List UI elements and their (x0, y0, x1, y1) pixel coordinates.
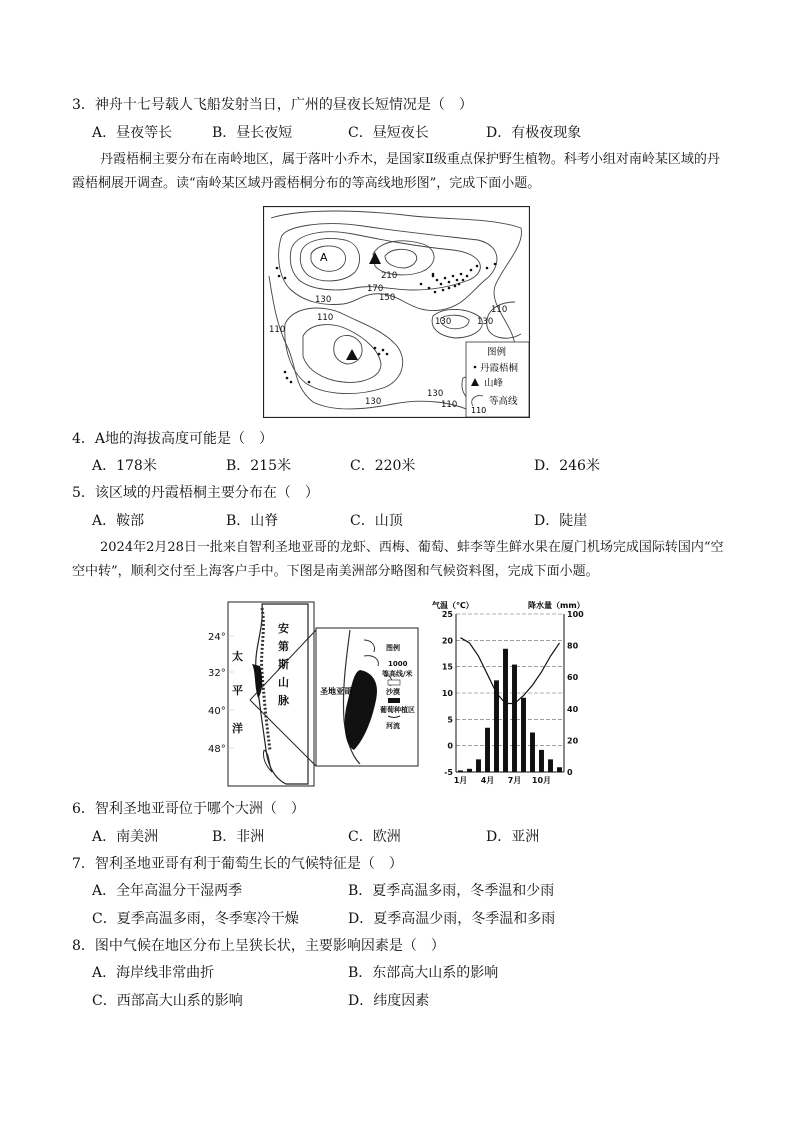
point-a-label: A (320, 251, 328, 264)
sa-legend-elev-value: 1000 (388, 660, 408, 668)
contour-label: 130 (315, 295, 332, 305)
q8-option-d[interactable]: D．纬度因素 (348, 993, 430, 1009)
legend-tree-label: 丹霞梧桐 (480, 363, 519, 374)
contour-label: 110 (441, 400, 458, 410)
precip-bar (530, 733, 535, 773)
contour-label: 130 (435, 317, 452, 327)
ocean-char: 洋 (232, 722, 243, 735)
x-tick-label: 1月 (453, 776, 468, 785)
lat-label: 40° (208, 706, 226, 717)
lat-label: 32° (208, 668, 226, 679)
q4-option-d[interactable]: D．246米 (534, 458, 600, 474)
q8-option-a[interactable]: A．海岸线非常曲折 (92, 965, 215, 981)
q5-option-c[interactable]: C．山顶 (350, 513, 403, 529)
precip-bar (521, 698, 526, 772)
mountain-char: 斯 (278, 658, 289, 671)
precip-bar (485, 728, 490, 772)
left-tick-label: -5 (444, 768, 453, 777)
q7-option-c[interactable]: C．夏季高温多雨，冬季寒冷干燥 (92, 911, 299, 927)
intro-paragraph-chile: 2024年2月28日一批来自智利圣地亚哥的龙虾、西梅、葡萄、蚌李等生鲜水果在厦门机场完成国际转国内“空空中转”，顺利交付至上海客户手中。下图是南美洲部分略图和气候资料图，完成下面小题。 (72, 540, 724, 579)
legend-title: 图例 (487, 347, 507, 358)
right-tick-label: 60 (567, 673, 579, 683)
contour-map (263, 206, 530, 418)
mountain-char: 山 (278, 676, 289, 689)
right-tick-label: 20 (567, 736, 579, 746)
ocean-char: 太 (232, 650, 243, 663)
sa-legend-elev-label: 等高线/米 (382, 670, 413, 678)
q3-option-c[interactable]: C．昼短夜长 (348, 125, 429, 141)
contour-map-legend (466, 342, 529, 417)
q3-option-a[interactable]: A．昼夜等长 (92, 125, 173, 141)
ocean-char: 平 (232, 684, 243, 697)
right-tick-label: 0 (567, 768, 573, 777)
q6-option-b[interactable]: B．非洲 (212, 829, 265, 845)
sa-legend-river: 河流 (386, 722, 400, 730)
sa-legend-desert: 沙漠 (386, 688, 400, 696)
question-8-stem: 8．图中气候在地区分布上呈狭长状，主要影响因素是（ ） (72, 938, 445, 954)
chart-ylabel-right: 降水量（mm） (528, 601, 585, 610)
q5-option-d[interactable]: D．陡崖 (534, 513, 588, 529)
mountain-char: 第 (278, 640, 289, 653)
lat-label: 48° (208, 744, 226, 755)
x-tick-label: 7月 (507, 776, 522, 785)
right-tick-label: 80 (567, 641, 579, 651)
left-tick-label: 5 (447, 715, 453, 725)
q7-option-d[interactable]: D．夏季高温少雨，冬季温和多雨 (348, 911, 556, 927)
left-tick-label: 10 (441, 689, 453, 698)
contour-label: 130 (427, 389, 444, 399)
question-5-stem: 5．该区域的丹霞梧桐主要分布在（ ） (72, 485, 319, 501)
climate-chart (428, 598, 592, 788)
right-tick-label: 100 (567, 610, 584, 619)
q7-option-a[interactable]: A．全年高温分干湿两季 (92, 883, 243, 899)
q5-option-a[interactable]: A．鞍部 (92, 513, 145, 529)
contour-label: 210 (381, 271, 398, 281)
left-tick-label: 15 (441, 662, 453, 672)
precip-bar (539, 750, 544, 772)
q6-option-c[interactable]: C．欧洲 (348, 829, 401, 845)
legend-contour-value: 110 (471, 406, 487, 415)
temperature-line (461, 638, 560, 704)
intro-paragraph-danxia: 丹霞梧桐主要分布在南岭地区，属于落叶小乔木，是国家Ⅱ级重点保护野生植物。科考小组对南岭某区域的丹霞梧桐展开调查。读“南岭某区域丹霞梧桐分布的等高线地形图”，完成下面小题。 (72, 152, 720, 191)
precip-bar (476, 759, 481, 772)
south-america-map (204, 600, 420, 788)
q4-option-a[interactable]: A．178米 (92, 458, 157, 474)
contour-label: 150 (379, 293, 396, 303)
q6-option-d[interactable]: D．亚洲 (486, 829, 540, 845)
precip-bar (503, 649, 508, 772)
q8-option-c[interactable]: C．西部高大山系的影响 (92, 993, 243, 1009)
precip-bar (557, 767, 562, 772)
sa-legend-title: 图例 (386, 644, 400, 652)
legend-contour-label: 等高线 (489, 396, 518, 407)
x-tick-label: 4月 (480, 776, 495, 785)
q5-option-b[interactable]: B．山脊 (226, 513, 279, 529)
santiago-label: 圣地亚哥 (320, 687, 352, 696)
question-7-stem: 7．智利圣地亚哥有利于葡萄生长的气候特征是（ ） (72, 856, 403, 872)
contour-label: 170 (367, 284, 384, 294)
legend-peak-label: 山峰 (484, 378, 504, 389)
contour-label: 110 (491, 305, 508, 315)
q4-option-c[interactable]: C．220米 (350, 458, 416, 474)
question-3-stem: 3．神舟十七号载人飞船发射当日，广州的昼夜长短情况是（ ） (72, 97, 473, 113)
question-4-stem: 4．A地的海拔高度可能是（ ） (72, 431, 274, 447)
q6-option-a[interactable]: A．南美洲 (92, 829, 159, 845)
left-tick-label: 25 (441, 610, 453, 619)
mountain-char: 脉 (278, 694, 289, 707)
q8-option-b[interactable]: B．东部高大山系的影响 (348, 965, 499, 981)
q7-option-b[interactable]: B．夏季高温多雨，冬季温和少雨 (348, 883, 555, 899)
left-tick-label: 20 (441, 636, 453, 646)
precip-bar (548, 759, 553, 772)
q4-option-b[interactable]: B．215米 (226, 458, 292, 474)
q3-option-d[interactable]: D．有极夜现象 (486, 125, 582, 141)
contour-label: 110 (269, 325, 286, 335)
chart-ylabel-left: 气温（℃） (432, 601, 474, 610)
left-tick-label: 0 (447, 741, 453, 751)
lat-label: 24° (208, 632, 226, 643)
precip-bar (512, 665, 517, 772)
question-6-stem: 6．智利圣地亚哥位于哪个大洲（ ） (72, 801, 305, 817)
right-tick-label: 40 (567, 704, 579, 714)
contour-label: 130 (477, 317, 494, 327)
mountain-char: 安 (278, 622, 289, 635)
contour-label: 130 (365, 397, 382, 407)
q3-option-b[interactable]: B．昼长夜短 (212, 125, 293, 141)
contour-label: 110 (317, 313, 334, 323)
sa-legend-vineyard: 葡萄种植区 (380, 706, 415, 714)
x-tick-label: 10月 (531, 776, 552, 785)
